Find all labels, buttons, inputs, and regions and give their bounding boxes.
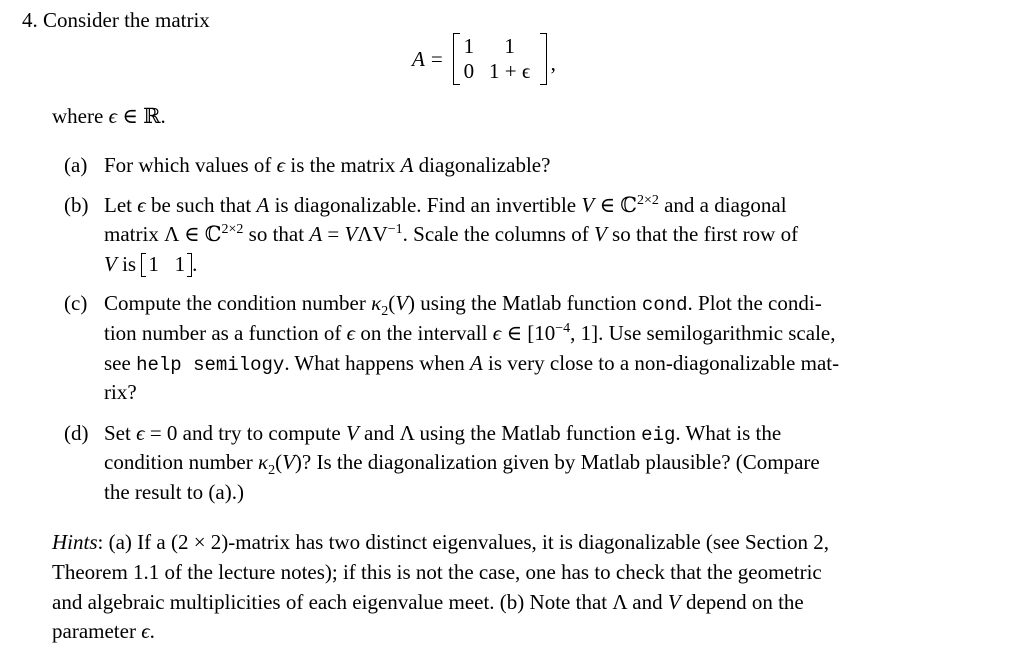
question-c-line: see help semilogy. What happens when A is very close to a non-diagonalizable mat-: [104, 351, 840, 376]
question-c-line: tion number as a function of ϵ on the intervall ϵ ∈ [$10^{-4}$, 1]. Use semilogarithmic scale,: [104, 321, 836, 345]
hints-label: Hints: [52, 530, 98, 554]
question-d-line: the result to (a).): [104, 480, 244, 504]
question-b-label: (b): [64, 193, 89, 217]
question-c-label: (c): [64, 291, 88, 315]
question-d-line: condition number $\kappa_2(V)$? Is the diagonalization given by Matlab plausible? (Compare: [104, 450, 820, 479]
question-b-line: V is 1 1 .: [104, 252, 198, 276]
problem-heading: 4. Consider the matrix: [22, 8, 210, 32]
question-c-line: Compute the condition number $\kappa_2(V)$ using the Matlab function cond. Plot the condi-: [104, 291, 822, 320]
hints-line: Theorem 1.1 of the lecture notes); if this is not the case, one has to check that the geometric: [52, 560, 822, 584]
hints-line: parameter ϵ.: [52, 619, 155, 643]
question-b-line: matrix Λ ∈ ℂ$^{2\times 2}$ so that $A = V\Lambda V^{-1}$. Scale the columns of V so that the first row of: [104, 222, 799, 246]
question-d-line: Set ϵ = 0 and try to compute V and Λ using the Matlab function eig. What is the: [104, 421, 782, 446]
matrix-entry: 1: [504, 34, 515, 58]
matrix-display: [412, 30, 556, 88]
matrix-comma: ,: [550, 51, 556, 75]
matrix-entry: 0: [463, 59, 475, 83]
hints-line: and algebraic multiplicities of each eigenvalue meet. (b) Note that Λ and V depend on the: [52, 590, 804, 614]
matrix-entry: 1 + ϵ: [489, 59, 531, 83]
matrix-entry: 1: [463, 34, 475, 58]
matrix-left-bracket: [453, 33, 460, 85]
matrix-equals: =: [430, 47, 443, 71]
matrix-lhs: A: [412, 47, 425, 71]
question-a-line: For which values of ϵ is the matrix A diagonalizable?: [104, 153, 551, 177]
hints-text: : (a) If a (2 × 2)-matrix has two distinct eigenvalues, it is diagonalizable (see Section 2,: [97, 530, 829, 554]
question-b-line: Let ϵ be such that A is diagonalizable. Find an invertible V ∈ ℂ$^{2\times 2}$ and a diagonal: [104, 193, 787, 217]
where-statement: where ϵ ∈ ℝ.: [52, 104, 166, 128]
hints-line: [52, 527, 829, 557]
matrix-entries: [462, 34, 538, 84]
question-a-label: (a): [64, 153, 88, 177]
question-d-label: (d): [64, 421, 89, 445]
question-c-line: rix?: [104, 380, 137, 404]
matrix-right-bracket: [540, 33, 547, 85]
